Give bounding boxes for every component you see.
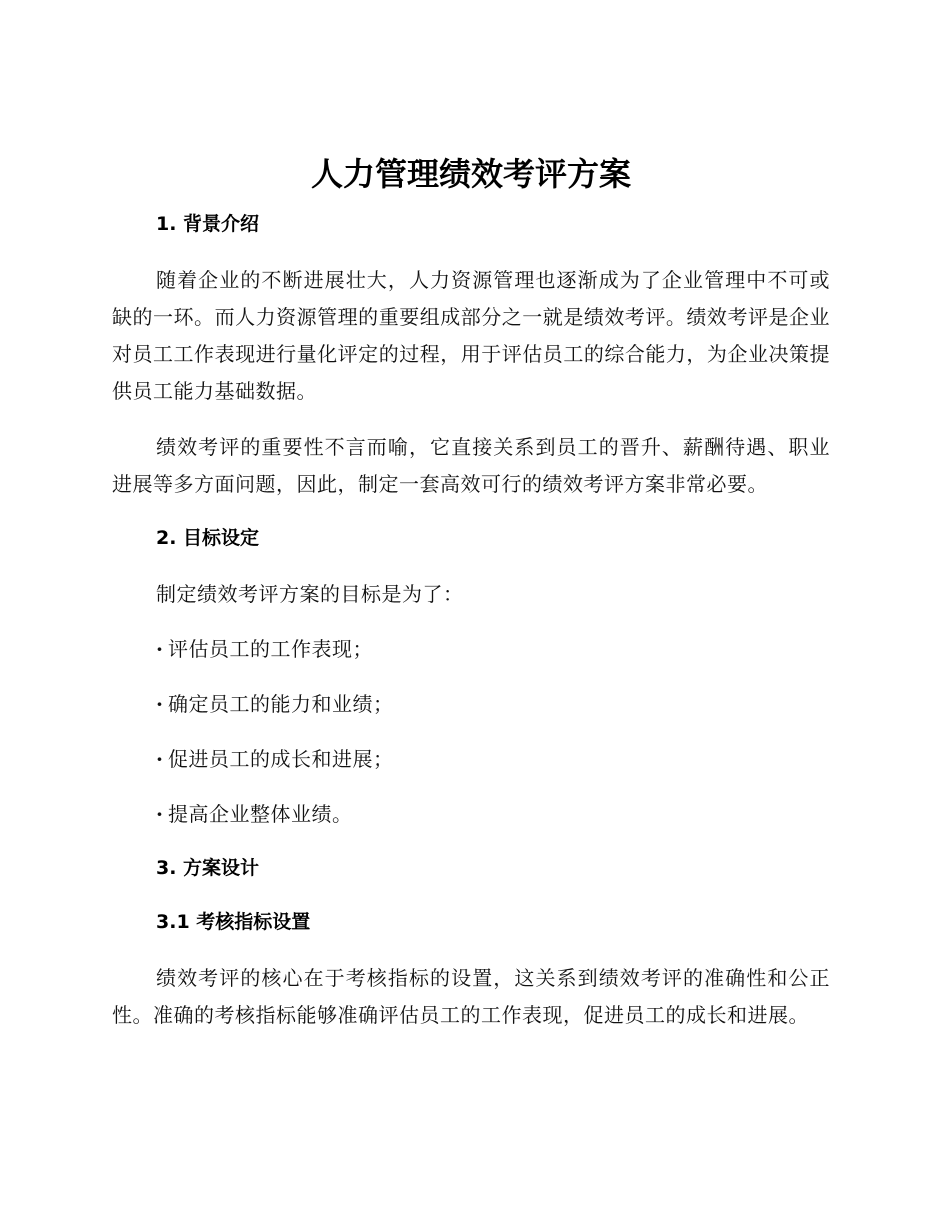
- section-heading-goals: 2. 目标设定: [156, 527, 260, 549]
- list-item: [112, 631, 830, 668]
- bullet-dot-icon: ·: [156, 802, 164, 826]
- paragraph-background-2: 绩效考评的重要性不言而喻，它直接关系到员工的晋升、薪酬待遇、职业进展等多方面问题，因此，制定一套高效可行的绩效考评方案非常必要。: [112, 435, 830, 496]
- bullet-dot-icon: ·: [156, 637, 164, 661]
- bullet-dot-icon: ·: [156, 747, 164, 771]
- list-item: [112, 741, 830, 778]
- list-item: [112, 796, 830, 833]
- section-heading-background: 1. 背景介绍: [156, 213, 260, 235]
- section-heading-design: 3. 方案设计: [156, 857, 260, 879]
- subsection-heading-kpi: 3.1 考核指标设置: [156, 911, 311, 933]
- list-item-text: 提高企业整体业绩。: [168, 802, 353, 826]
- bullet-dot-icon: ·: [156, 692, 164, 716]
- list-item: [112, 686, 830, 723]
- document-title: 人力管理绩效考评方案: [310, 155, 631, 193]
- paragraph-goals-intro: 制定绩效考评方案的目标是为了：: [156, 582, 464, 606]
- paragraph-background-1: 随着企业的不断进展壮大，人力资源管理也逐渐成为了企业管理中不可或缺的一环。而人力资源管理的重要组成部分之一就是绩效考评。绩效考评是企业对员工工作表现进行量化评定的过程，用于评估员工的综合能力，为企业决策提供员工能力基础数据。: [112, 268, 830, 403]
- document-page: [112, 150, 830, 1034]
- list-item-text: 促进员工的成长和进展；: [168, 747, 394, 771]
- paragraph-kpi-1: 绩效考评的核心在于考核指标的设置，这关系到绩效考评的准确性和公正性。准确的考核指标能够准确评估员工的工作表现，促进员工的成长和进展。: [112, 966, 830, 1027]
- list-item-text: 确定员工的能力和业绩；: [168, 692, 394, 716]
- list-item-text: 评估员工的工作表现；: [168, 637, 373, 661]
